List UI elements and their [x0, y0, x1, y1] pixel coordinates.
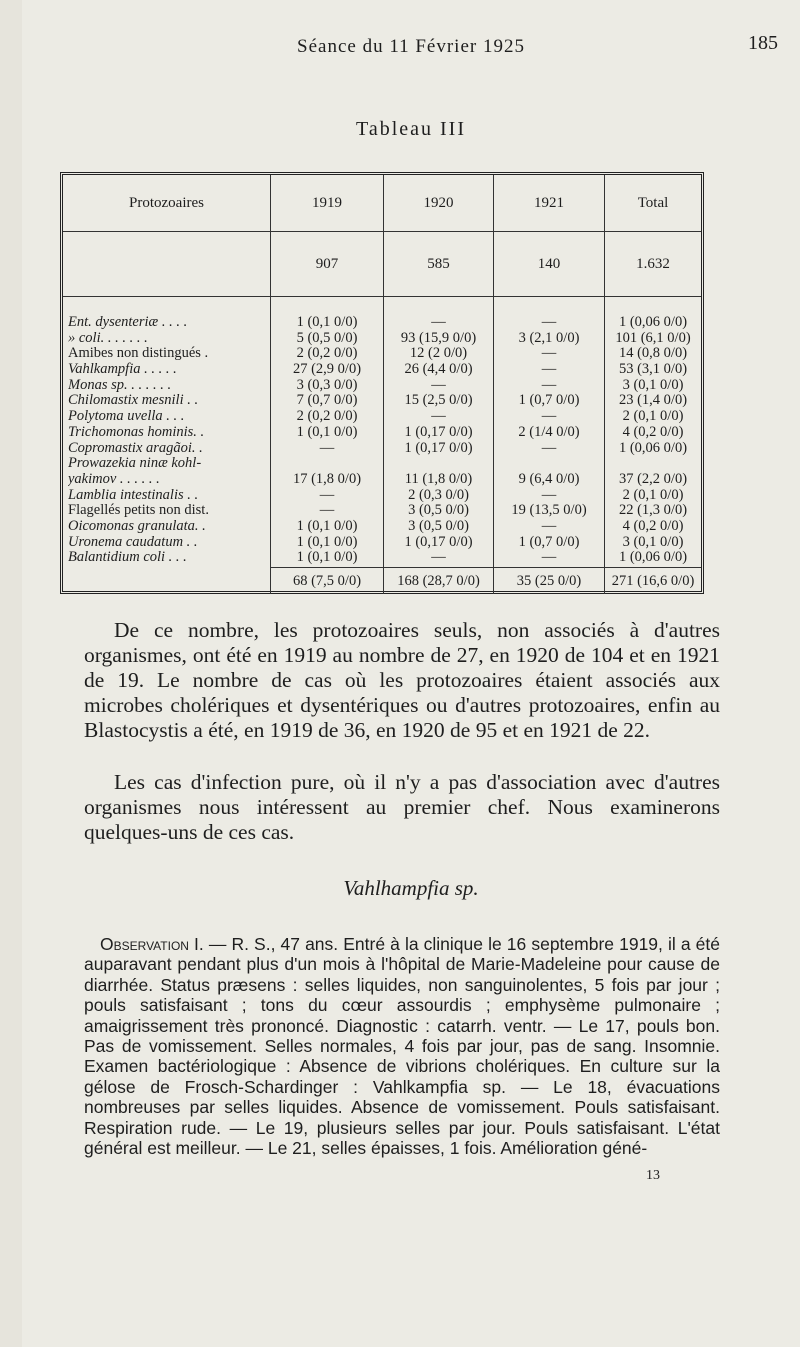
label-row: Ent. dysenteriæ . . . .: [68, 315, 188, 330]
header-1919: 1919: [271, 175, 384, 232]
table-totals-row: [63, 232, 701, 297]
cell-1919: 3 (0,3 0/0): [296, 377, 358, 393]
sum-1921: 35 (25 0/0): [494, 568, 605, 595]
label-row: Trichomonas hominis. .: [68, 424, 205, 440]
cell-1921: 1 (0,7 0/0): [518, 534, 580, 550]
cell-1920: —: [431, 409, 446, 425]
cell-1920: 26 (4,4 0/0): [404, 362, 473, 378]
cell-1921: —: [541, 377, 557, 393]
label-row: Flagellés petits non dist.: [68, 503, 209, 519]
sum-1919: 68 (7,5 0/0): [271, 568, 384, 595]
cell-1919: 2 (0,2 0/0): [296, 409, 358, 425]
cell-1921: 2 (1/4 0/0): [518, 424, 580, 440]
cell-1921: —: [541, 440, 557, 456]
label-row: Balantidium coli . . .: [68, 550, 187, 566]
label-row: Vahlkampfia . . . . .: [68, 362, 177, 378]
protozoa-table: [60, 172, 704, 594]
total-1920: 585: [384, 232, 494, 297]
cell-1921: —: [541, 362, 557, 378]
cell-1921: —: [541, 409, 557, 425]
cell-1921: 3 (2,1 0/0): [518, 330, 580, 346]
cell-1920: 3 (0,5 0/0): [408, 518, 469, 534]
sum-label-cell: [63, 568, 271, 595]
cell-total: 2 (0,1 0/0): [622, 409, 684, 425]
cell-1919: 1 (0,1 0/0): [296, 550, 358, 566]
label-row: Chilomastix mesnili . .: [68, 393, 199, 409]
label-row: Uronema caudatum . .: [68, 534, 198, 550]
cell-1921: —: [541, 550, 557, 566]
cell-1919: 5 (0,5 0/0): [296, 330, 358, 346]
label-row: » coli. . . . . . .: [68, 330, 148, 346]
paragraph-1: De ce nombre, les protozoaires seuls, non associés à d'autres organismes, ont été en 1919 au nombre de 27, en 1920 de 104 et en 1921 de 19. Le nombre de cas où les protozoaires étaient associés aux microbes cholériques et dysentériques ou d'autres protozoaires, enfin au Blastocystis a été, en 1919 de 36, en 1920 de 95 et en 1921 de 22.: [84, 618, 720, 742]
cell-1920: 11 (1,8 0/0): [404, 471, 473, 487]
cell-1919: 1 (0,1 0/0): [296, 534, 358, 550]
table-title: Tableau III: [356, 118, 466, 140]
observation-paragraph: [84, 934, 720, 1158]
cell-total: 1 (0,06 0/0): [618, 550, 688, 566]
cell-total: 22 (1,3 0/0): [618, 503, 688, 519]
cell-total: 101 (6,1 0/0): [615, 330, 691, 346]
observation-text: — R. S., 47 ans. Entré à la clinique le 16 septembre 1919, il a été auparavant pendant plus d'un mois à l'hôpital de Marie-Madeleine pour cause de diarrhée. Status præsens : selles liquides, non sanguinolentes, 5 fois par jour ; pouls satisfaisant ; tons du cœur assourdis ; emphysème pulmonaire ; amaigrissement très prononcé. Diagnostic : catarrh. ventr. — Le 17, pouls bon. Pas de vomissement. Selles normales, 4 fois par jour, pas de sang. Insomnie. Examen bactériologique : Absence de vibrions cholériques. En culture sur la gélose de Frosch-Schardinger : Vahlkampfia sp. — Le 18, évacuations nombreuses par selles liquides. Absence de vomissement. Pouls satisfaisant. Respiration rude. — Le 19, plusieurs selles par jour. Pouls satisfaisant. L'état général est meilleur. — Le 21, selles épaisses, 1 fois. Amélioration géné-: [84, 934, 720, 1159]
cell-total: 1 (0,06 0/0): [618, 440, 688, 456]
cell-1920: 15 (2,5 0/0): [404, 393, 473, 409]
total-all: 1.632: [605, 232, 702, 297]
cell-1921: —: [541, 487, 557, 503]
total-1919: 907: [271, 232, 384, 297]
cell-total: 23 (1,4 0/0): [618, 393, 688, 409]
cell-1920: —: [431, 315, 446, 330]
label-row: Monas sp. . . . . . .: [68, 377, 172, 393]
table-body-row: [63, 297, 701, 568]
table-header-row: [63, 175, 701, 232]
paragraph-2: Les cas d'infection pure, où il n'y a pas d'association avec d'autres organismes nous intéressent au premier chef. Nous examinerons quelques-uns de ces cas.: [84, 770, 720, 844]
totals-label-cell: [63, 232, 271, 297]
cell-1920: —: [431, 377, 446, 393]
cell-1920: 1 (0,17 0/0): [404, 440, 473, 456]
cell-total: 3 (0,1 0/0): [622, 534, 684, 550]
cell-total: 4 (0,2 0/0): [622, 424, 684, 440]
label-row: Prowazekia ninæ kohl-: [68, 456, 202, 472]
cell-1921: —: [541, 315, 557, 330]
header-protozoaires: Protozoaires: [63, 175, 271, 232]
cell-1920: —: [431, 550, 446, 566]
column-1921: [494, 297, 605, 568]
cell-1919: 1 (0,1 0/0): [296, 315, 358, 330]
cell-1921: 9 (6,4 0/0): [518, 471, 580, 487]
header-total: Total: [605, 175, 702, 232]
cell-1919: —: [319, 503, 335, 519]
cell-1919: —: [319, 487, 335, 503]
document-page: [22, 0, 800, 1347]
section-title: Vahlhampfia sp.: [343, 876, 479, 900]
cell-1921: —: [541, 346, 557, 362]
cell-total: 53 (3,1 0/0): [618, 362, 688, 378]
cell-total: 3 (0,1 0/0): [622, 377, 684, 393]
sum-total: 271 (16,6 0/0): [605, 568, 702, 595]
cell-1920: 1 (0,17 0/0): [404, 534, 473, 550]
label-row: Amibes non distingués .: [68, 346, 209, 362]
cell-1920: 1 (0,17 0/0): [404, 424, 473, 440]
cell-1920: 3 (0,5 0/0): [408, 503, 469, 519]
header-1921: 1921: [494, 175, 605, 232]
cell-1920: [385, 456, 492, 472]
cell-1921: —: [541, 518, 557, 534]
cell-1919: 7 (0,7 0/0): [296, 393, 358, 409]
page-number: 185: [748, 32, 778, 54]
cell-1921: 1 (0,7 0/0): [518, 393, 580, 409]
cell-1919: 1 (0,1 0/0): [296, 518, 358, 534]
cell-total: 2 (0,1 0/0): [622, 487, 684, 503]
cell-1920: 2 (0,3 0/0): [408, 487, 469, 503]
cell-total: [606, 456, 700, 472]
sum-1920: 168 (28,7 0/0): [384, 568, 494, 595]
table-sum-row: [63, 568, 701, 595]
cell-1921: [495, 456, 603, 472]
total-1921: 140: [494, 232, 605, 297]
label-row: Polytoma uvella . . .: [68, 409, 185, 425]
cell-1920: 93 (15,9 0/0): [400, 330, 477, 346]
cell-1919: —: [319, 440, 335, 456]
cell-1919: 27 (2,9 0/0): [292, 362, 362, 378]
label-row: Oicomonas granulata. .: [68, 518, 206, 534]
cell-total: 4 (0,2 0/0): [622, 518, 684, 534]
protozoa-labels: [63, 297, 271, 568]
cell-total: 14 (0,8 0/0): [618, 346, 688, 362]
label-row: yakimov . . . . . .: [68, 471, 160, 487]
label-row: Lamblia intestinalis . .: [68, 487, 199, 503]
cell-total: 1 (0,06 0/0): [618, 315, 688, 330]
column-1919: [271, 297, 384, 568]
cell-1919: 1 (0,1 0/0): [296, 424, 358, 440]
signature-mark: 13: [646, 1168, 660, 1183]
cell-1919: [272, 456, 382, 472]
cell-total: 37 (2,2 0/0): [618, 471, 688, 487]
label-row: Copromastix aragãoi. .: [68, 440, 203, 456]
column-total: [605, 297, 702, 568]
column-1920: [384, 297, 494, 568]
cell-1919: 17 (1,8 0/0): [292, 471, 362, 487]
cell-1921: 19 (13,5 0/0): [511, 503, 587, 519]
observation-label: Observation I.: [100, 934, 204, 954]
header-1920: 1920: [384, 175, 494, 232]
cell-1920: 12 (2 0/0): [409, 346, 468, 362]
running-head: Séance du 11 Février 1925: [297, 36, 525, 57]
cell-1919: 2 (0,2 0/0): [296, 346, 358, 362]
